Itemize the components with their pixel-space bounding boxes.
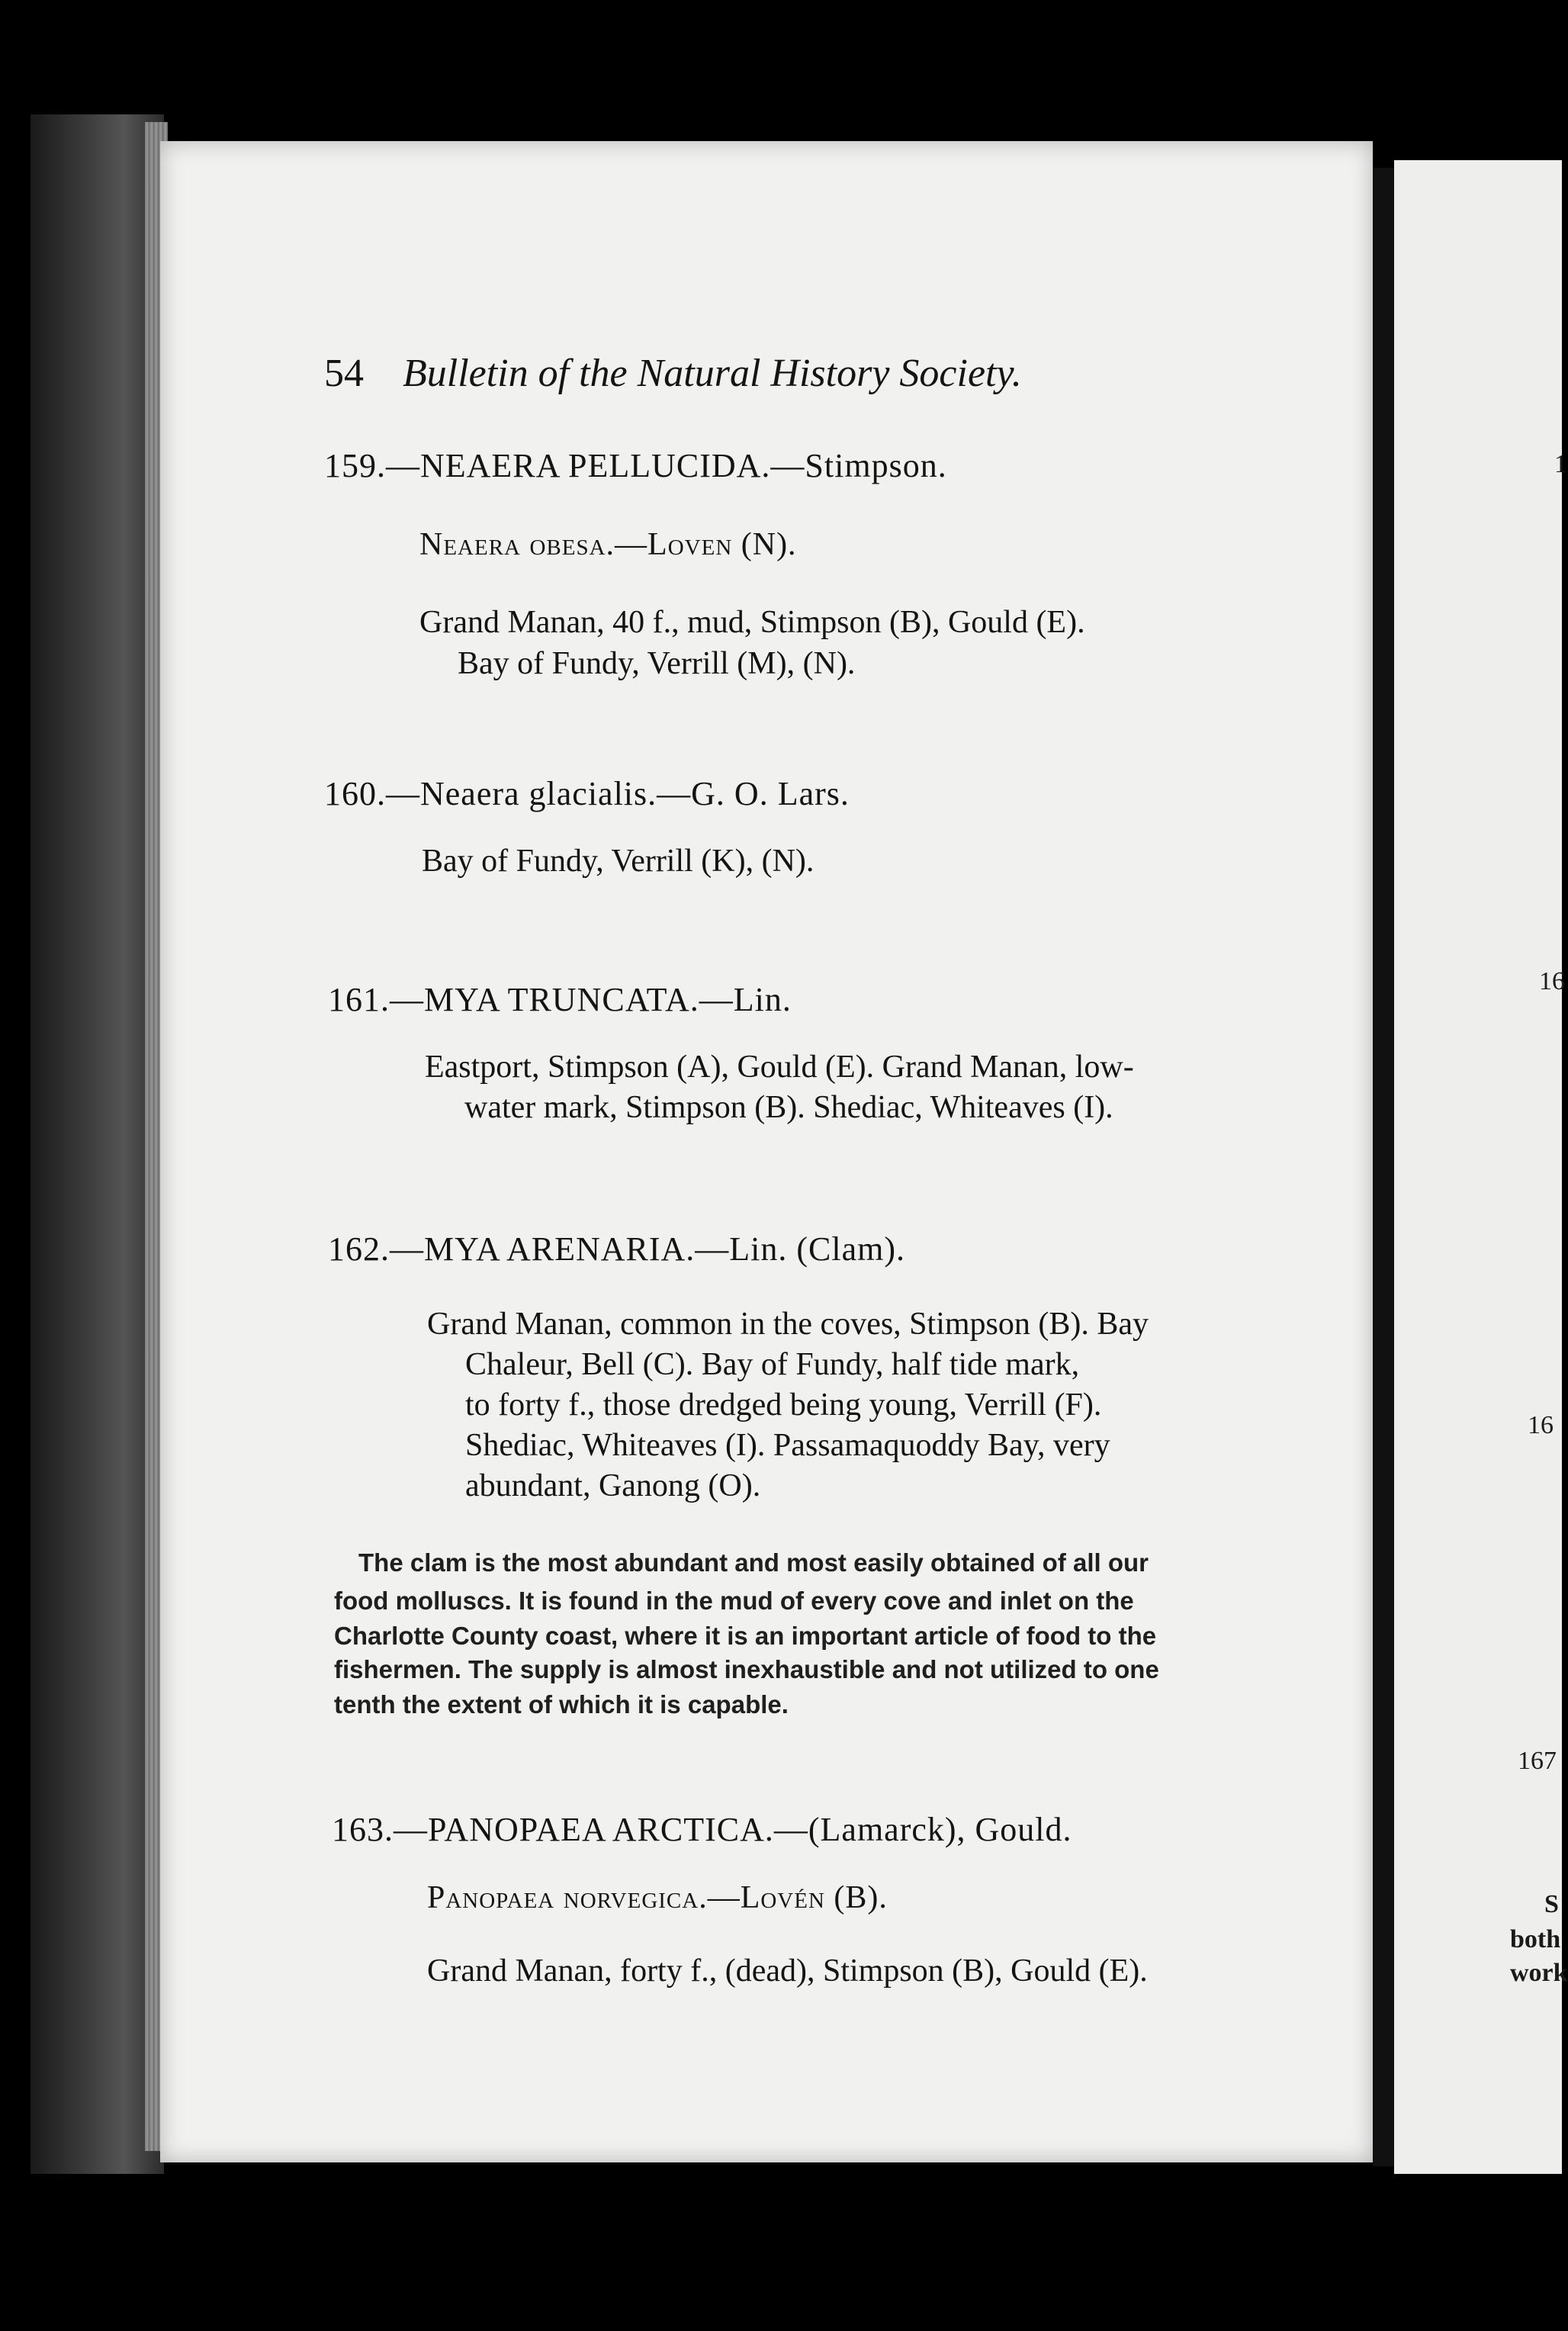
entry-note-line: tenth the extent of which it is capable. — [334, 1690, 789, 1719]
entry-title: 160.—Neaera glacialis.—G. O. Lars. — [324, 775, 850, 812]
entry-synonym: Panopaea norvegica.—Lovén (B). — [427, 1880, 888, 1915]
facing-page-fragment: 16 — [1539, 967, 1565, 995]
facing-page-fragment: 16 — [1528, 1411, 1554, 1439]
facing-page — [1394, 160, 1562, 2174]
facing-page-fragment: work — [1510, 1959, 1568, 1987]
entry-synonym: Neaera obesa.—Loven (N). — [419, 527, 797, 562]
entry-title: 163.—PANOPAEA ARCTICA.—(Lamarck), Gould. — [332, 1811, 1072, 1848]
entry-title: 159.—NEAERA PELLUCIDA.—Stimpson. — [324, 447, 947, 484]
facing-page-fragment: both — [1510, 1925, 1561, 1953]
entry-record: Grand Manan, 40 f., mud, Stimpson (B), Gould (E). — [419, 605, 1085, 640]
entry-note-line: fishermen. The supply is almost inexhaustible and not utilized to one — [334, 1655, 1159, 1683]
entry-record: abundant, Ganong (O). — [465, 1468, 761, 1503]
page-number: 54 — [324, 352, 364, 395]
facing-page-fragment: S — [1544, 1890, 1559, 1918]
entry-record: Chaleur, Bell (C). Bay of Fundy, half tide mark, — [465, 1347, 1080, 1382]
page — [160, 141, 1373, 2162]
entry-record: Shediac, Whiteaves (I). Passamaquoddy Bay, very — [465, 1428, 1110, 1463]
entry-record: water mark, Stimpson (B). Shediac, Whiteaves (I). — [464, 1090, 1113, 1125]
entry-record: Grand Manan, forty f., (dead), Stimpson (B), Gould (E). — [427, 1953, 1148, 1989]
facing-page-fragment: 1 — [1554, 450, 1567, 478]
facing-page-fragment: 167 — [1518, 1747, 1557, 1775]
entry-record: Bay of Fundy, Verrill (M), (N). — [458, 646, 856, 681]
entry-title: 162.—MYA ARENARIA.—Lin. (Clam). — [328, 1230, 905, 1268]
entry-record: Bay of Fundy, Verrill (K), (N). — [422, 844, 815, 879]
page-header — [324, 351, 1239, 396]
entry-record: Eastport, Stimpson (A), Gould (E). Grand Manan, low- — [425, 1050, 1134, 1085]
entry-note-line: food molluscs. It is found in the mud of every cove and inlet on the — [334, 1587, 1134, 1615]
entry-note-line: The clam is the most abundant and most easily obtained of all our — [358, 1548, 1149, 1577]
entry-title: 161.—MYA TRUNCATA.—Lin. — [328, 981, 792, 1018]
page-gutter — [1373, 168, 1394, 2166]
book-spine — [31, 114, 164, 2174]
entry-record: to forty f., those dredged being young, Verrill (F). — [465, 1387, 1102, 1423]
running-title: Bulletin of the Natural History Society. — [403, 352, 1022, 395]
entry-note-line: Charlotte County coast, where it is an important article of food to the — [334, 1622, 1157, 1650]
entry-record: Grand Manan, common in the coves, Stimpson (B). Bay — [427, 1307, 1149, 1342]
